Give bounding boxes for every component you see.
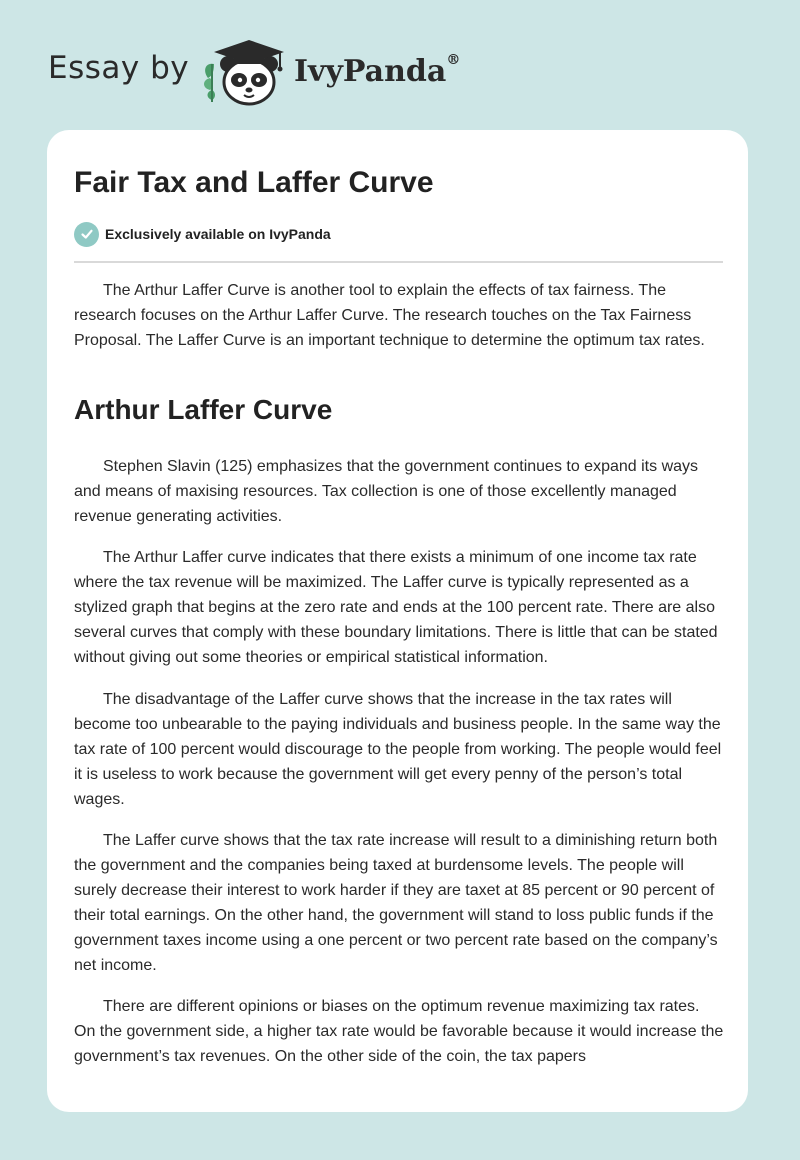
section-heading: Arthur Laffer Curve: [74, 394, 333, 425]
body-paragraph: The Laffer curve shows that the tax rate increase will result to a diminishing return both the government and the companies being taxed at burdensome levels. The people will surely decrease their interest to work harder if they are taxet at 85 percent or 90 percent of their total earnings. On the other hand, the government will stand to loss public funds if the government taxes income using a one percent or two percent rate based on the company’s net income.: [74, 832, 718, 974]
body-paragraph: The Arthur Laffer curve indicates that there exists a minimum of one income tax rate where the tax revenue will be maximized. The Laffer curve is typically represented as a stylized graph that begins at the zero rate and ends at the 100 percent rate. There are also several curves that comply with these boundary limitations. There is little that can be stated without giving out some theories or empirical statistical information.: [74, 549, 718, 666]
site-header: [48, 30, 508, 110]
brand-prefix: Essay by: [48, 50, 190, 86]
article-card: [47, 130, 748, 1112]
check-icon: [74, 222, 99, 247]
page-title: Fair Tax and Laffer Curve: [74, 166, 434, 199]
registered-mark: ®: [446, 52, 461, 68]
body-paragraph: Stephen Slavin (125) emphasizes that the government continues to expand its ways and means of maxising resources. Tax collection is one of those excellently managed revenue generating activities.: [74, 458, 699, 525]
divider: [74, 261, 723, 263]
exclusive-badge-label: Exclusively available on IvyPanda: [105, 226, 331, 242]
intro-paragraph: The Arthur Laffer Curve is another tool to explain the effects of tax fairness. The research focuses on the Arthur Laffer Curve. The research touches on the Tax Fairness Proposal. The Laffer Curve is an important technique to determine the optimum tax rates.: [74, 282, 705, 349]
body-paragraph: There are different opinions or biases on the optimum revenue maximizing tax rates. On the government side, a higher tax rate would be favorable because it would increase the government’s tax revenues. On the other side of the coin, the tax papers: [74, 998, 724, 1065]
panda-logo-icon: [200, 34, 296, 110]
brand-name: IvyPanda®: [294, 52, 461, 89]
exclusive-badge: [74, 221, 331, 247]
body-paragraph: The disadvantage of the Laffer curve shows that the increase in the tax rates will become too unbearable to the paying individuals and business people. In the same way the tax rate of 100 percent would discourage to the people from working. The people would feel it is useless to work because the government will get every penny of the person’s total wages.: [74, 691, 722, 808]
